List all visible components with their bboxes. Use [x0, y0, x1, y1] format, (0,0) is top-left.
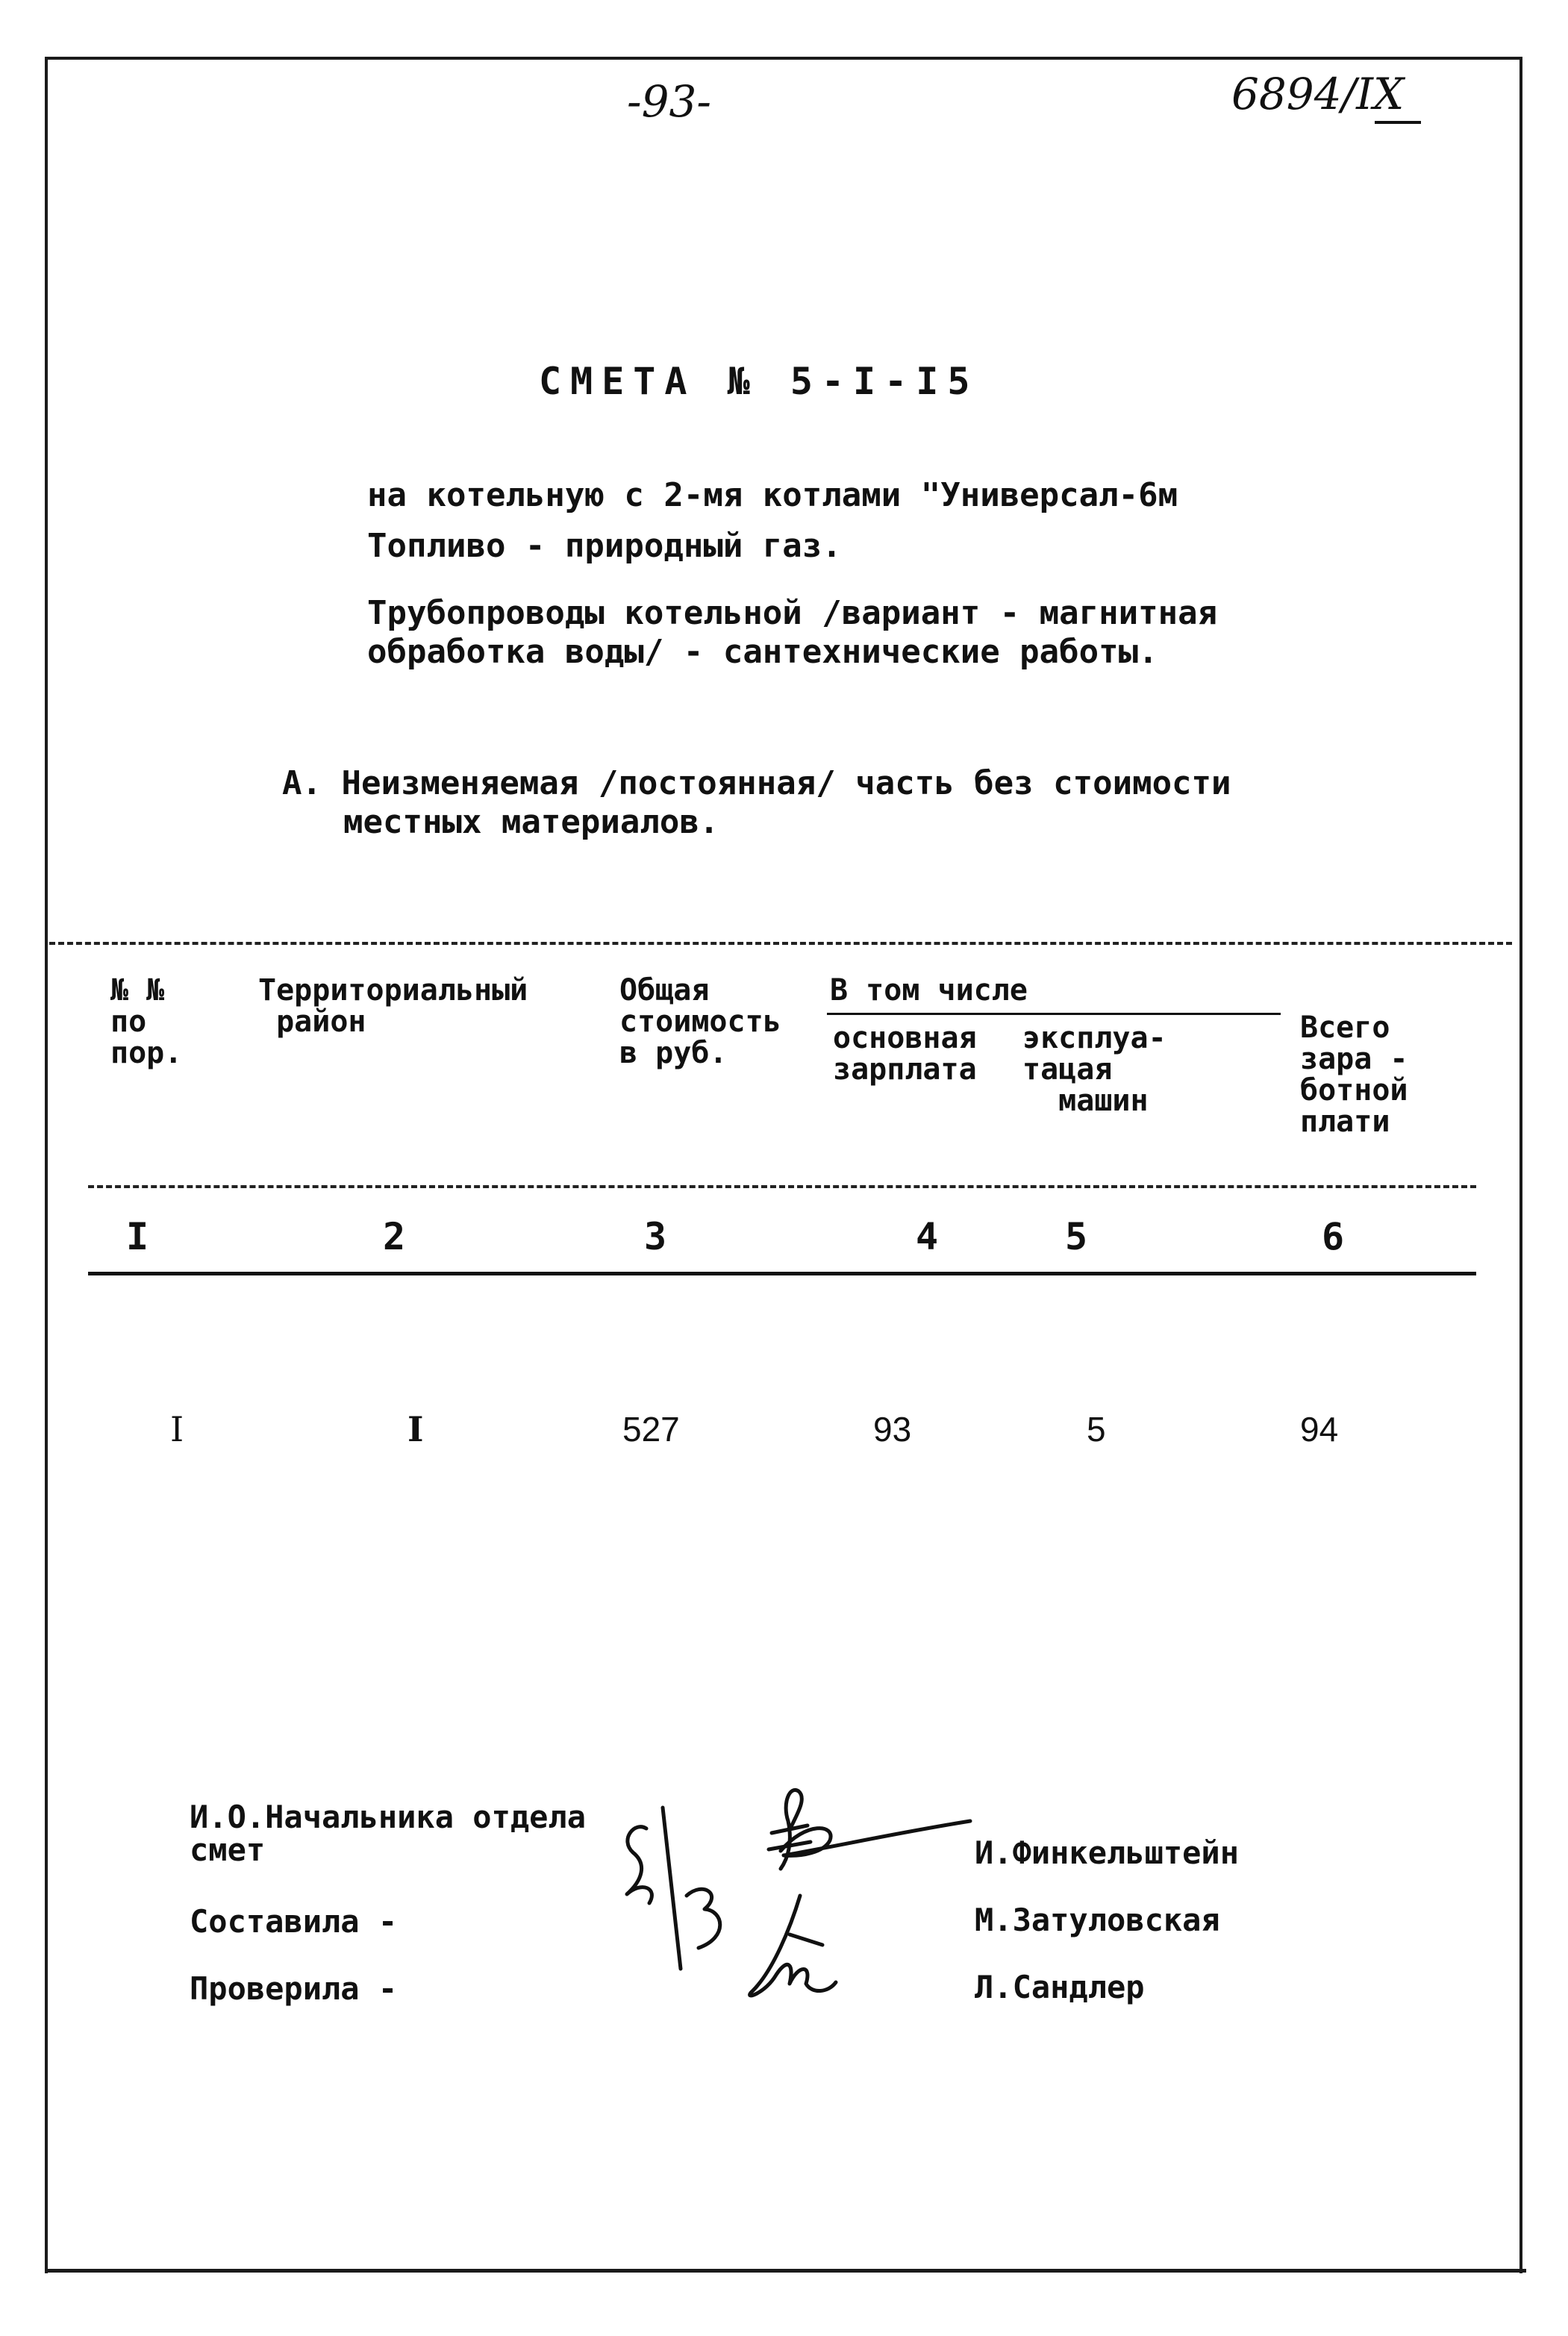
frame-bottom-border	[45, 2269, 1526, 2273]
header-group-underline	[827, 1013, 1281, 1015]
signatory-role-head-line-2: смет	[190, 1831, 266, 1868]
frame-top-border	[45, 57, 1522, 60]
table-column-number-rule	[88, 1272, 1476, 1275]
column-number-1: I	[125, 1215, 149, 1258]
column-number-6: 6	[1321, 1215, 1345, 1258]
table-cell-machine-operation: 5	[1087, 1410, 1106, 1449]
frame-right-border	[1519, 57, 1522, 2273]
table-header-dashed-rule	[88, 1185, 1476, 1188]
document-title: СМЕТА № 5-I-I5	[539, 360, 979, 403]
page-number: -93-	[627, 76, 711, 127]
table-top-dashed-rule	[49, 942, 1512, 945]
header-territorial-region: Территориальный район	[258, 973, 528, 1039]
signatory-name-3: Л.Сандлер	[975, 1969, 1145, 2005]
description-line-1: на котельную с 2-мя котлами "Универсал-6м	[367, 476, 1178, 514]
signatory-role-compiled: Составила -	[190, 1903, 398, 1940]
description-line-3: Трубопроводы котельной /вариант - магнитная	[367, 594, 1218, 632]
header-base-salary: основная зарплата	[833, 1021, 977, 1087]
archive-number: 6894/IX	[1231, 69, 1405, 119]
signatory-name-2: М.Затуловская	[975, 1902, 1220, 1938]
signatory-role-checked: Проверила -	[190, 1970, 398, 2007]
header-including-group: В том числе	[830, 973, 1028, 1008]
header-row-number: № № по пор.	[110, 973, 183, 1070]
description-line-4: обработка воды/ - сантехнические работы.	[367, 633, 1158, 671]
column-number-2: 2	[382, 1215, 406, 1258]
frame-left-border	[45, 57, 48, 2273]
column-number-3: 3	[643, 1215, 667, 1258]
table-cell-row-number: I	[170, 1409, 184, 1449]
table-cell-total-cost: 527	[622, 1410, 680, 1449]
header-machine-operation: эксплуа- тацая машин	[1022, 1021, 1166, 1118]
handwritten-signatures	[612, 1769, 1000, 2037]
signatory-name-1: И.Финкельштейн	[975, 1834, 1240, 1871]
column-number-5: 5	[1064, 1215, 1088, 1258]
header-total-wages: Всего зара - ботной плати	[1300, 1011, 1408, 1139]
signatory-role-head-line-1: И.О.Начальника отдела	[190, 1799, 587, 1835]
column-number-4: 4	[915, 1215, 939, 1258]
description-line-2: Топливо - природный газ.	[367, 527, 842, 565]
section-heading-line-1: А. Неизменяемая /постоянная/ часть без стоимости	[282, 764, 1231, 802]
table-cell-base-salary: 93	[873, 1410, 912, 1449]
table-cell-total-wages: 94	[1300, 1410, 1339, 1449]
table-cell-region: I	[407, 1409, 424, 1449]
header-total-cost: Общая стоимость в руб.	[619, 973, 781, 1070]
section-heading-line-2: местных материалов.	[343, 803, 719, 841]
archive-number-underline	[1375, 121, 1421, 124]
